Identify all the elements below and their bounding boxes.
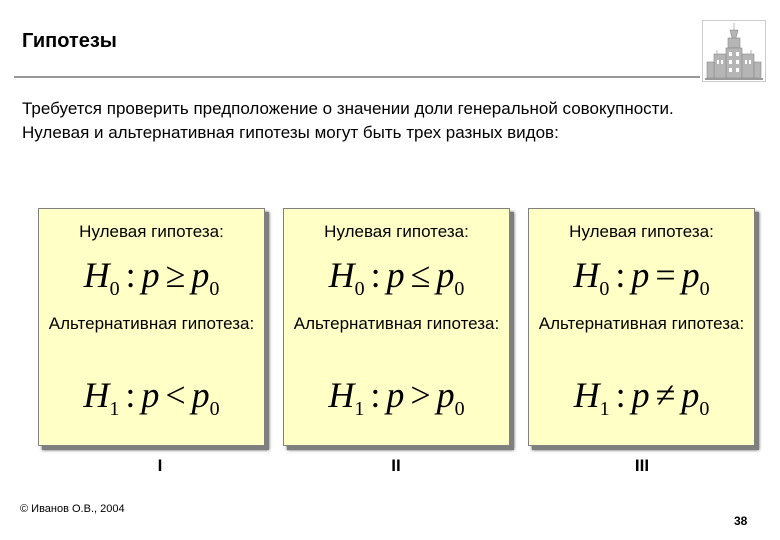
slide-title: Гипотезы bbox=[22, 30, 117, 52]
null-hypothesis-formula: $H_0$ : $p \ge p_0$ bbox=[83, 255, 220, 300]
alternative-hypothesis-label: Альтернативная гипотеза: bbox=[48, 314, 255, 333]
case-numeral-2: II bbox=[391, 456, 401, 475]
null-hypothesis-label: Нулевая гипотеза: bbox=[79, 222, 224, 241]
null-hypothesis-formula: $H_0$ : $p \le p_0$ bbox=[328, 255, 465, 300]
null-hypothesis-formula: $H_0$ : $p = p_0$ bbox=[573, 255, 710, 300]
alternative-hypothesis-label: Альтернативная гипотеза: bbox=[538, 314, 745, 333]
copyright-notice: © Иванов О.В., 2004 bbox=[20, 503, 125, 515]
hypothesis-card-1 bbox=[38, 208, 265, 446]
null-hypothesis-label: Нулевая гипотеза: bbox=[324, 222, 469, 241]
alternative-hypothesis-formula: $H_1$ : $p < p_0$ bbox=[83, 375, 220, 420]
alternative-hypothesis-formula: $H_1$ : $p \ne p_0$ bbox=[573, 375, 710, 420]
alternative-hypothesis-formula: $H_1$ : $p > p_0$ bbox=[328, 375, 465, 420]
intro-paragraph: Требуется проверить предположение о значении доли генеральной совокупности. Нулевая и альтернативная гипотезы могут быть трех разных видов: bbox=[22, 99, 674, 142]
hypothesis-card-2 bbox=[283, 208, 510, 446]
page-number: 38 bbox=[734, 514, 748, 528]
case-numeral-3: III bbox=[634, 456, 650, 475]
title-divider bbox=[14, 76, 700, 78]
hypothesis-card-3 bbox=[528, 208, 755, 446]
null-hypothesis-label: Нулевая гипотеза: bbox=[569, 222, 714, 241]
case-numeral-1: I bbox=[157, 456, 163, 475]
university-building-logo bbox=[702, 20, 766, 82]
alternative-hypothesis-label: Альтернативная гипотеза: bbox=[293, 314, 500, 333]
